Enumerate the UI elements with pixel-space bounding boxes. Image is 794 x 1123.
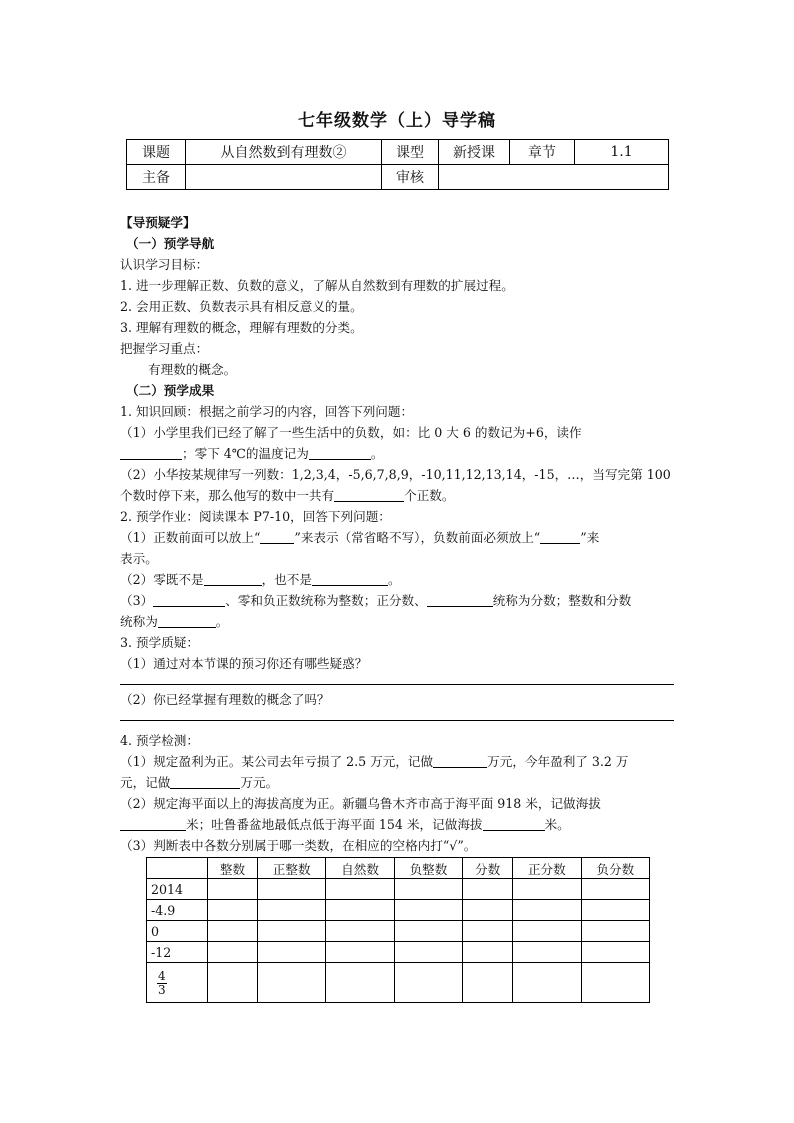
q2-1-text-b: ”来表示（常省略不写），负数前面必须放上“ [294,530,541,545]
q2-2-text-c: 。 [387,572,401,587]
q1-2-line1: （2）小华按某规律写一列数：1,2,3,4，-5,6,7,8,9，-10,11,12,13,14，-15，…，当写完第 100 [120,467,671,482]
check-cell[interactable] [463,921,513,942]
header-cell: 正分数 [513,858,581,879]
q1-1-line2 [120,443,674,464]
row-label: 2014 [147,879,208,900]
check-cell[interactable] [208,879,258,900]
check-cell[interactable] [394,921,462,942]
table-row [147,900,650,921]
label-reviewer: 审核 [382,165,439,190]
check-cell[interactable] [208,942,258,963]
q2-3-line2 [120,611,674,632]
check-cell[interactable] [513,942,581,963]
page-title: 七年级数学（上）导学稿 [298,111,496,131]
table-row [147,963,650,1003]
q4-1-text-b: 万元，今年盈利了 3.2 万 [487,754,629,769]
q3-1-answer-line[interactable] [120,674,674,685]
check-cell[interactable] [257,879,325,900]
q4-2-line1: （2）规定海平面以上的海拔高度为正。新疆乌鲁木齐市高于海平面 918 米，记做海拔 [120,796,601,811]
q4-1-text-c: 元，记做 [120,775,171,790]
check-cell[interactable] [257,921,325,942]
answer-blank[interactable] [260,529,294,544]
q3-1: （1）通过对本节课的预习你还有哪些疑惑？ [120,656,368,671]
q2-3-line1 [120,590,674,611]
goal-2: 2. 会用正数、负数表示具有相反意义的量。 [120,299,363,314]
q1-1-end: 。 [370,446,384,461]
label-type: 课型 [382,140,439,165]
answer-blank[interactable] [483,816,545,831]
answer-blank[interactable] [309,445,371,460]
q2-3-text-c: 统称为分数；整数和分数 [492,593,632,608]
q3-title: 3. 预学质疑： [120,635,199,650]
answer-blank[interactable] [153,592,225,607]
row-label: 0 [147,921,208,942]
q4-1-line1 [120,751,674,772]
goals-title: 认识学习目标： [120,257,209,272]
q1-1-text: ；零下 4℃的温度记为 [182,446,309,461]
row-label: -12 [147,942,208,963]
check-cell[interactable] [463,879,513,900]
value-chapter: 1.1 [575,140,669,165]
header-cell: 整数 [208,858,258,879]
check-cell[interactable] [581,900,649,921]
q4-3: （3）判断表中各数分别属于哪一类数，在相应的空格内打“√”。 [120,838,477,853]
check-cell[interactable] [513,963,581,1003]
q3-2: （2）你已经掌握有理数的概念了吗？ [120,692,330,707]
answer-blank[interactable] [158,613,216,628]
q2-1-text-a: （1）正数前面可以放上“ [120,530,261,545]
q4-1-line2 [120,772,674,793]
q2-2 [120,569,674,590]
q2-3-text-a: （3） [120,593,154,608]
q2-1-line2: 表示。 [120,551,158,566]
header-cell: 负分数 [581,858,649,879]
label-chapter: 章节 [510,140,575,165]
q4-title: 4. 预学检测： [120,733,199,748]
answer-blank[interactable] [427,592,493,607]
table-row [147,879,650,900]
number-classification-table [146,857,650,1003]
q4-1-text-d: 万元。 [240,775,279,790]
q2-3-text-d: 统称为 [120,614,158,629]
q4-2-text-b: 米；吐鲁番盆地最低点低于海平面 154 米，记做海拔 [186,817,483,832]
check-cell[interactable] [326,942,394,963]
answer-blank[interactable] [334,487,404,502]
value-author[interactable] [186,165,382,190]
q4-2-line2 [120,814,674,835]
label-topic: 课题 [127,140,186,165]
goal-1: 1. 进一步理解正数、负数的意义，了解从自然数到有理数的扩展过程。 [120,278,514,293]
check-cell[interactable] [394,900,462,921]
header-cell: 负整数 [394,858,462,879]
check-cell[interactable] [513,879,581,900]
answer-blank[interactable] [204,571,262,586]
check-cell[interactable] [581,942,649,963]
q2-3-text-b: 、零和负正数统称为整数；正分数、 [225,593,427,608]
table-row [147,942,650,963]
fraction-numerator: 4 [158,969,166,983]
check-cell[interactable] [581,879,649,900]
q1-title: 1. 知识回顾：根据之前学习的内容，回答下列问题： [120,404,414,419]
part2-title: （二）预学成果 [126,383,215,398]
check-cell[interactable] [394,879,462,900]
label-author: 主备 [127,165,186,190]
fraction-denominator: 3 [158,983,166,997]
check-cell[interactable] [208,900,258,921]
q4-2-text-c: 米。 [544,817,570,832]
q1-2-end: 个正数。 [404,488,455,503]
check-cell[interactable] [581,921,649,942]
answer-blank[interactable] [120,445,182,460]
header-cell: 自然数 [326,858,394,879]
answer-blank[interactable] [170,774,240,789]
check-cell[interactable] [326,921,394,942]
check-cell[interactable] [326,879,394,900]
fraction [151,970,167,997]
check-cell[interactable] [581,963,649,1003]
check-cell[interactable] [257,942,325,963]
check-cell[interactable] [463,900,513,921]
q1-2-line2 [120,485,674,506]
q2-2-text-b: ，也不是 [261,572,312,587]
check-cell[interactable] [463,963,513,1003]
check-cell[interactable] [394,963,462,1003]
header-cell-empty [147,858,208,879]
worksheet-content [120,212,674,856]
q1-2-text: 个数时停下来，那么他写的数中一共有 [120,488,335,503]
row-label-fraction [147,963,208,1003]
q1-1-line1: （1）小学里我们已经了解了一些生活中的负数，如：比 0 大 6 的数记为+6，读作 [120,425,582,440]
check-cell[interactable] [513,900,581,921]
q4-1-text-a: （1）规定盈利为正。某公司去年亏损了 2.5 万元，记做 [120,754,434,769]
check-cell[interactable] [326,900,394,921]
header-cell: 正整数 [257,858,325,879]
answer-blank[interactable] [540,529,580,544]
q2-1-line1 [120,527,674,548]
check-cell[interactable] [257,900,325,921]
check-cell[interactable] [326,963,394,1003]
header-cell: 分数 [463,858,513,879]
answer-blank[interactable] [433,753,487,768]
q2-2-text-a: （2）零既不是 [120,572,204,587]
answer-blank[interactable] [120,816,186,831]
check-cell[interactable] [208,963,258,1003]
q3-2-answer-line[interactable] [120,710,674,721]
lesson-info-table [126,139,669,190]
check-cell[interactable] [394,942,462,963]
value-type: 新授课 [439,140,510,165]
q2-title: 2. 预学作业：阅读课本 P7-10，回答下列问题： [120,509,391,524]
check-cell[interactable] [463,942,513,963]
focus-title: 把握学习重点： [120,341,209,356]
table-header-row [147,858,650,879]
focus-text: 有理数的概念。 [148,362,237,377]
table-row [147,921,650,942]
q2-3-text-e: 。 [215,614,229,629]
value-reviewer[interactable] [439,165,669,190]
part1-title: （一）预学导航 [126,236,215,251]
row-label: -4.9 [147,900,208,921]
check-cell[interactable] [208,921,258,942]
value-topic: 从自然数到有理数② [186,140,382,165]
check-cell[interactable] [257,963,325,1003]
check-cell[interactable] [513,921,581,942]
answer-blank[interactable] [312,571,388,586]
q2-1-text-c: ”来 [580,530,600,545]
goal-3: 3. 理解有理数的概念，理解有理数的分类。 [120,320,363,335]
section-heading: 【导预疑学】 [120,215,196,230]
